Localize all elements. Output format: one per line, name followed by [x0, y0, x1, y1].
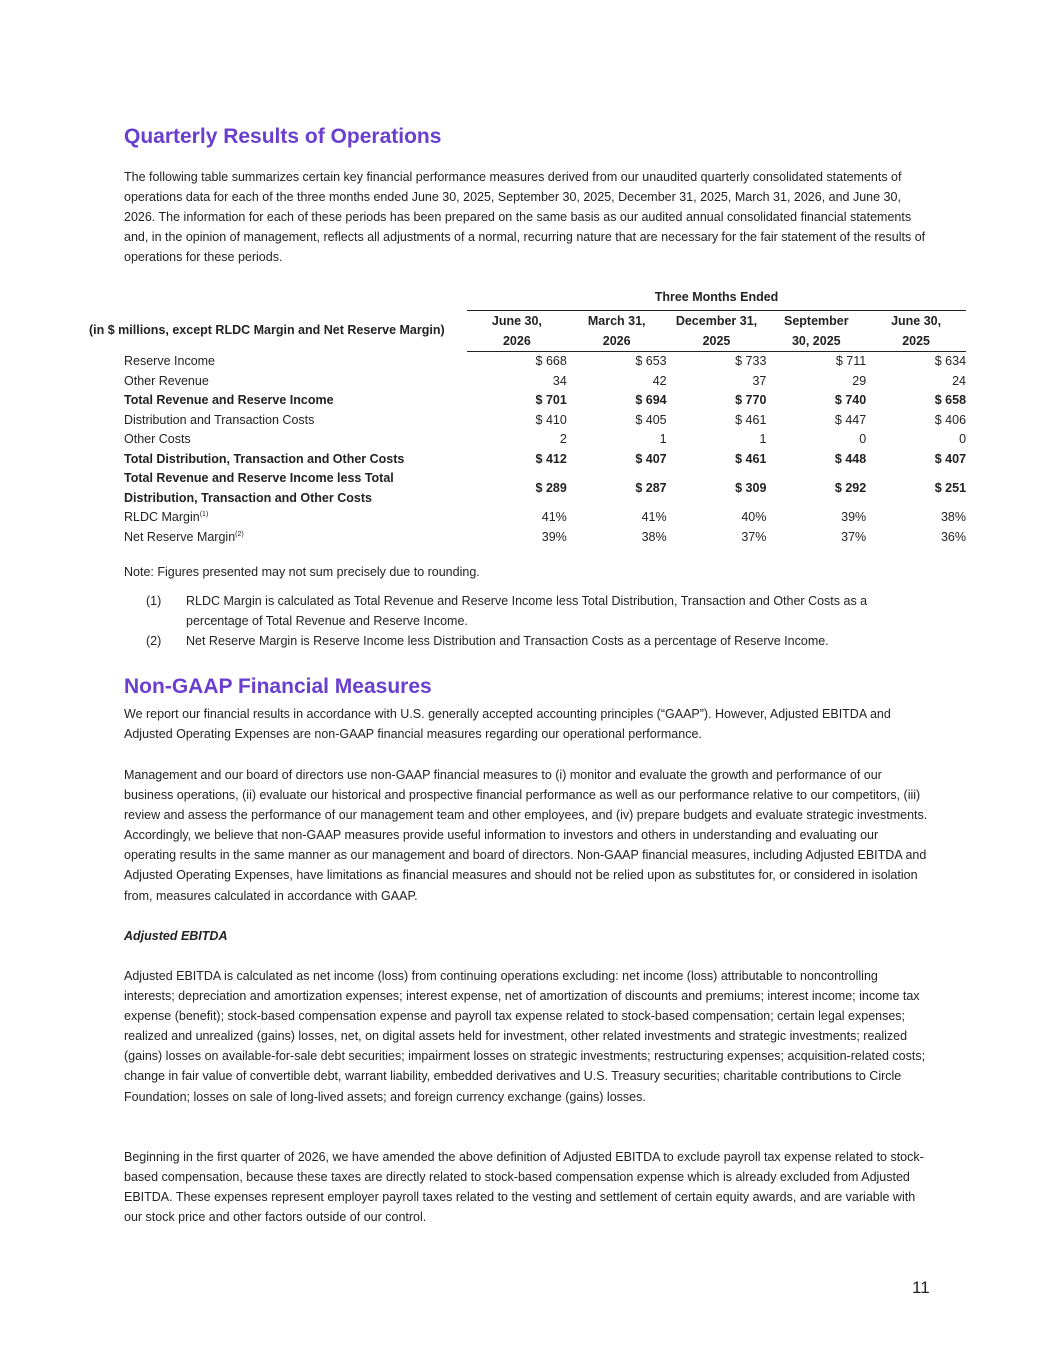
column-header-line1: June 30, [491, 314, 542, 328]
footnote-marker: (1) [199, 510, 209, 518]
table-cell: 2 [559, 432, 567, 446]
section-title-non-gaap: Non-GAAP Financial Measures [124, 675, 432, 698]
table-cell: 42 [652, 373, 667, 388]
table-row [124, 372, 966, 392]
table-cell: $ 407 [635, 451, 667, 466]
table-cell: $ 410 [535, 412, 567, 427]
table-cell: $ 412 [535, 451, 567, 466]
row-label-line1: Total Revenue and Reserve Income less Total [124, 471, 394, 485]
table-cell: $ 407 [934, 451, 967, 466]
row-label: Reserve Income [124, 353, 216, 368]
column-header [567, 311, 667, 352]
table-cell: 37% [841, 529, 867, 544]
column-header [667, 311, 767, 352]
table-cell: $ 461 [735, 412, 767, 427]
column-header-line1: March 31, [587, 314, 646, 328]
table-cell: $ 694 [635, 393, 667, 407]
table-cell: 24 [952, 373, 967, 388]
table-cell: 29 [852, 373, 867, 388]
table-cell: $ 658 [934, 393, 967, 407]
row-label: Other Costs [124, 432, 191, 446]
table-cell: $ 668 [535, 354, 567, 368]
table-row [124, 528, 966, 548]
table-cell: 0 [959, 432, 967, 446]
row-label: Distribution and Transaction Costs [124, 412, 315, 427]
table-cell: $ 448 [834, 451, 867, 466]
table-cell: $ 634 [934, 354, 967, 368]
table-cell: $ 405 [635, 412, 667, 427]
row-label [124, 469, 467, 508]
table-cell: $ 289 [535, 480, 567, 495]
table-cell: 34 [552, 373, 567, 388]
table-cell: $ 701 [535, 393, 567, 407]
section-title-quarterly-results: Quarterly Results of Operations [124, 125, 442, 148]
adjusted-ebitda-amendment-paragraph: Beginning in the first quarter of 2026, we have amended the above definition of Adjusted EBITDA to exclude payroll tax expense related to stock-based compensation, because these taxes are directly related to stock-based compensation expense which is already excluded from Adjusted EBITDA. These expenses represent employer payroll taxes related to the vesting and settlement of certain equity awards, and are variable with our stock price and other factors outside of our control. [124, 1150, 924, 1225]
table-cell: $ 770 [735, 393, 767, 407]
table-cell: 0 [859, 432, 867, 446]
column-header-line1: June 30, [891, 314, 942, 328]
table-row [124, 430, 966, 450]
column-header-line1: December 31, [675, 314, 758, 328]
row-label: Other Revenue [124, 373, 209, 388]
table-row [124, 391, 966, 411]
column-header-line2: 30, 2025 [791, 334, 841, 348]
column-header [866, 311, 966, 352]
column-header [467, 311, 567, 352]
column-header-line2: 2025 [702, 334, 731, 348]
quarterly-results-table [89, 286, 967, 547]
row-label-text: Net Reserve Margin [124, 529, 236, 544]
footnote-text: RLDC Margin is calculated as Total Revenue and Reserve Income less Total Distribution, Transaction and Other Costs as a percentage of Total Revenue and Reserve Income. [186, 594, 868, 629]
table-cell: $ 733 [735, 354, 767, 368]
row-label: Total Distribution, Transaction and Other Costs [124, 451, 405, 466]
footnote-marker: (2) [146, 634, 162, 648]
footnote [124, 591, 930, 631]
row-label [124, 508, 467, 528]
table-cell: 1 [659, 432, 667, 446]
table-cell: 1 [759, 432, 767, 446]
table-cell: 41% [541, 510, 567, 524]
table-cell: 38% [940, 510, 967, 524]
adjusted-ebitda-paragraph: Adjusted EBITDA is calculated as net income (loss) from continuing operations excluding: net income (loss) attributable to noncontrolling interests; depreciation and amortization expenses; interest expense, net of amortization of discounts and premiums; interest income; income tax expense (benefit); stock-based compensation expense and payroll tax expense related to stock-based compensation; certain legal expenses; realized and unrealized (gains) losses, net, on digital assets held for investment, other related investments and strategic investments; realized (gains) losses on available-for-sale debt securities; impairment losses on strategic investments; restructuring expenses; acquisition-related costs; change in fair value of convertible debt, warrant liability, embedded derivatives and U.S. Treasury securities; charitable contributions to Circle Foundation; losses on sale of long-lived assets; and foreign currency exchange (gains) losses. [124, 969, 926, 1104]
table-row [124, 508, 966, 528]
table-cell: $ 292 [834, 480, 867, 495]
table-cell: 37% [741, 529, 767, 544]
page-number: 11 [912, 1278, 930, 1297]
table-cell: 41% [641, 510, 667, 524]
table-cell: $ 740 [834, 393, 867, 407]
table-cell: 39% [541, 529, 567, 544]
table-group-header: Three Months Ended [467, 286, 966, 311]
table-cell: $ 447 [834, 412, 867, 427]
table-row-header-label: (in $ millions, except RLDC Margin and Net Reserve Margin) [89, 323, 445, 338]
table-row [124, 450, 966, 470]
row-label-text: RLDC Margin [124, 510, 200, 524]
table-row [124, 411, 966, 431]
column-header-line2: 2026 [502, 334, 531, 348]
footnote-text: Net Reserve Margin is Reserve Income less Distribution and Transaction Costs as a percentage of Reserve Income. [186, 634, 829, 648]
non-gaap-paragraph-2: Management and our board of directors use non-GAAP financial measures to (i) monitor and evaluate the growth and performance of our business operations, (ii) evaluate our historical and prospective financial performance as well as our performance relative to our competitors, (iii) review and assess the performance of our management team and other employees, and (iv) prepare budgets and evaluate strategic investments. Accordingly, we believe that non-GAAP measures provide useful information to investors and others in understanding and evaluating our operating results in the same manner as our management and board of directors. Non-GAAP financial measures, including Adjusted EBITDA and Adjusted Operating Expenses, have limitations as financial measures and should not be relied upon as substitutes for, or considered in isolation from, measures calculated in accordance with GAAP. [124, 768, 928, 903]
table-row [124, 352, 966, 372]
table-cell: 40% [741, 510, 767, 524]
table-cell: 39% [841, 510, 867, 524]
table-cell: 36% [940, 529, 967, 544]
intro-paragraph: The following table summarizes certain key financial performance measures derived from our unaudited quarterly consolidated statements of operations data for each of the three months ended June 30, 2025, September 30, 2025, December 31, 2025, March 31, 2026, and June 30, 2026. The information for each of these periods has been prepared on the same basis as our audited annual consolidated financial statements and, in the opinion of management, reflects all adjustments of a normal, recurring nature that are necessary for the fair statement of the results of operations for these periods. [124, 170, 926, 265]
column-header-line2: 2026 [602, 334, 631, 348]
table-cell: $ 287 [635, 480, 667, 495]
table-cell: 38% [641, 529, 667, 544]
column-header [766, 311, 866, 352]
adjusted-ebitda-subheading: Adjusted EBITDA [124, 929, 228, 943]
row-label [124, 528, 467, 548]
table-cell: $ 653 [635, 354, 667, 368]
table-row [124, 469, 966, 508]
table-cell: $ 309 [735, 480, 767, 495]
table-cell: 37 [752, 373, 767, 388]
column-header-line2: 2025 [902, 334, 930, 348]
column-header-line1: September [783, 314, 849, 328]
non-gaap-paragraph-1: We report our financial results in accordance with U.S. generally accepted accounting principles (“GAAP”). However, Adjusted EBITDA and Adjusted Operating Expenses are non-GAAP financial measures regarding our operational performance. [124, 707, 891, 742]
rounding-note: Note: Figures presented may not sum precisely due to rounding. [124, 565, 480, 579]
table-cell: $ 461 [735, 451, 767, 466]
row-label: Total Revenue and Reserve Income [124, 393, 334, 407]
table-cell: $ 406 [934, 412, 967, 427]
footnote-marker: (1) [146, 594, 162, 608]
table-cell: $ 251 [934, 480, 967, 495]
footnote-marker: (2) [235, 530, 244, 538]
row-label-line2: Distribution, Transaction and Other Costs [124, 490, 372, 505]
footnote [124, 631, 930, 651]
table-cell: $ 711 [835, 354, 867, 368]
